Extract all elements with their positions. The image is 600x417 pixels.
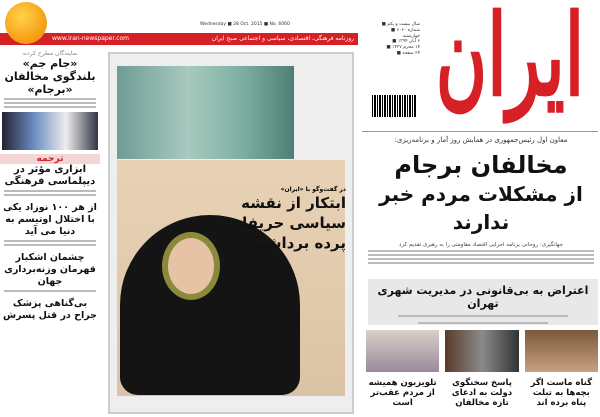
- info-line: ۶ آبان ۱۳۹۴ ■: [392, 39, 420, 45]
- issue-info: [370, 22, 420, 57]
- info-line: چهارشنبه: [402, 33, 420, 39]
- headline[interactable]: ابزاری مؤثر در دیپلماسی فرهنگی: [4, 164, 96, 187]
- story-photo: [445, 330, 518, 372]
- feature-headline-block[interactable]: [228, 186, 346, 253]
- headline[interactable]: «جام جم» بلندگوی مخالفان «برجام»: [4, 57, 96, 96]
- website-url[interactable]: www.iran-newspaper.com: [52, 35, 130, 42]
- left-column: [0, 48, 100, 417]
- main-headline-2[interactable]: از مشکلات مردم خبر ندارند: [379, 182, 583, 234]
- boxed-story: [368, 279, 598, 325]
- info-line: ۱۴ محرم ۱۴۳۷ ■: [386, 45, 420, 51]
- headline[interactable]: تلویزیون همیشه از مردم عقب‌تر است: [368, 378, 437, 408]
- headline[interactable]: بی‌گناهی پزشک جراح در قتل پسرش: [3, 298, 97, 321]
- sun-logo-graphic: [5, 2, 47, 44]
- dateline: Wednesday ■ 28 Oct. 2015 ■ No. 6060: [200, 22, 290, 27]
- kicker: نمایندگان مطرح کردند: [22, 50, 78, 57]
- headline[interactable]: ابتکار از نقشه سیاسی حریفان پرده برداشت: [229, 194, 346, 252]
- forest-photo: [117, 66, 294, 159]
- kicker: معاون اول رئیس‌جمهوری در همایش روز آمار و برنامه‌ریزی:: [394, 136, 568, 144]
- headline[interactable]: چشمان اشکبار قهرمان وزنه‌برداری جهان: [4, 252, 96, 287]
- story-card[interactable]: [445, 330, 518, 408]
- story-photo: [366, 330, 439, 372]
- info-line: ۲۴ صفحه ■: [396, 50, 420, 56]
- story-photo: [525, 330, 598, 372]
- tagline: روزنامه فرهنگی، اقتصادی، سیاسی و اجتماعی صبح ایران: [211, 35, 354, 42]
- portrait-face: [162, 232, 220, 300]
- newspaper-logo: ایران: [435, 0, 585, 122]
- main-headline-1[interactable]: مخالفان برجام: [394, 151, 568, 179]
- story-card[interactable]: [366, 330, 439, 408]
- story-card[interactable]: [525, 330, 598, 408]
- headline[interactable]: اعتراض به بی‌قانونی در مدیریت شهری تهران: [377, 284, 589, 310]
- lead: جهانگیری: روحانی برنامه اجرایی اقتصاد مقاومتی را به رهبری تقدیم کرد: [399, 242, 563, 248]
- headline[interactable]: پاسخ سخنگوی دولت به ادعای تازه مخالفان: [451, 378, 513, 408]
- headline[interactable]: گناه ماست اگر بچه‌ها به تبلت پناه برده اند: [530, 378, 593, 408]
- headline[interactable]: از هر ۱۰۰ نوزاد یکی با اختلال اوتیسم به دنیا می آید: [3, 202, 97, 237]
- kicker: ترجمه: [0, 154, 100, 164]
- header-red-bar: [0, 33, 358, 45]
- bottom-stories: [366, 330, 598, 408]
- info-line: شماره ۶۰۶۰ ■: [390, 27, 420, 33]
- news-photo: [2, 112, 98, 150]
- main-story: [364, 136, 598, 266]
- info-line: سال بیست و یکم ■: [381, 22, 420, 27]
- barcode: [372, 95, 416, 117]
- kicker: در گفت‌وگو با «ایران»: [280, 186, 346, 193]
- divider: [362, 131, 598, 132]
